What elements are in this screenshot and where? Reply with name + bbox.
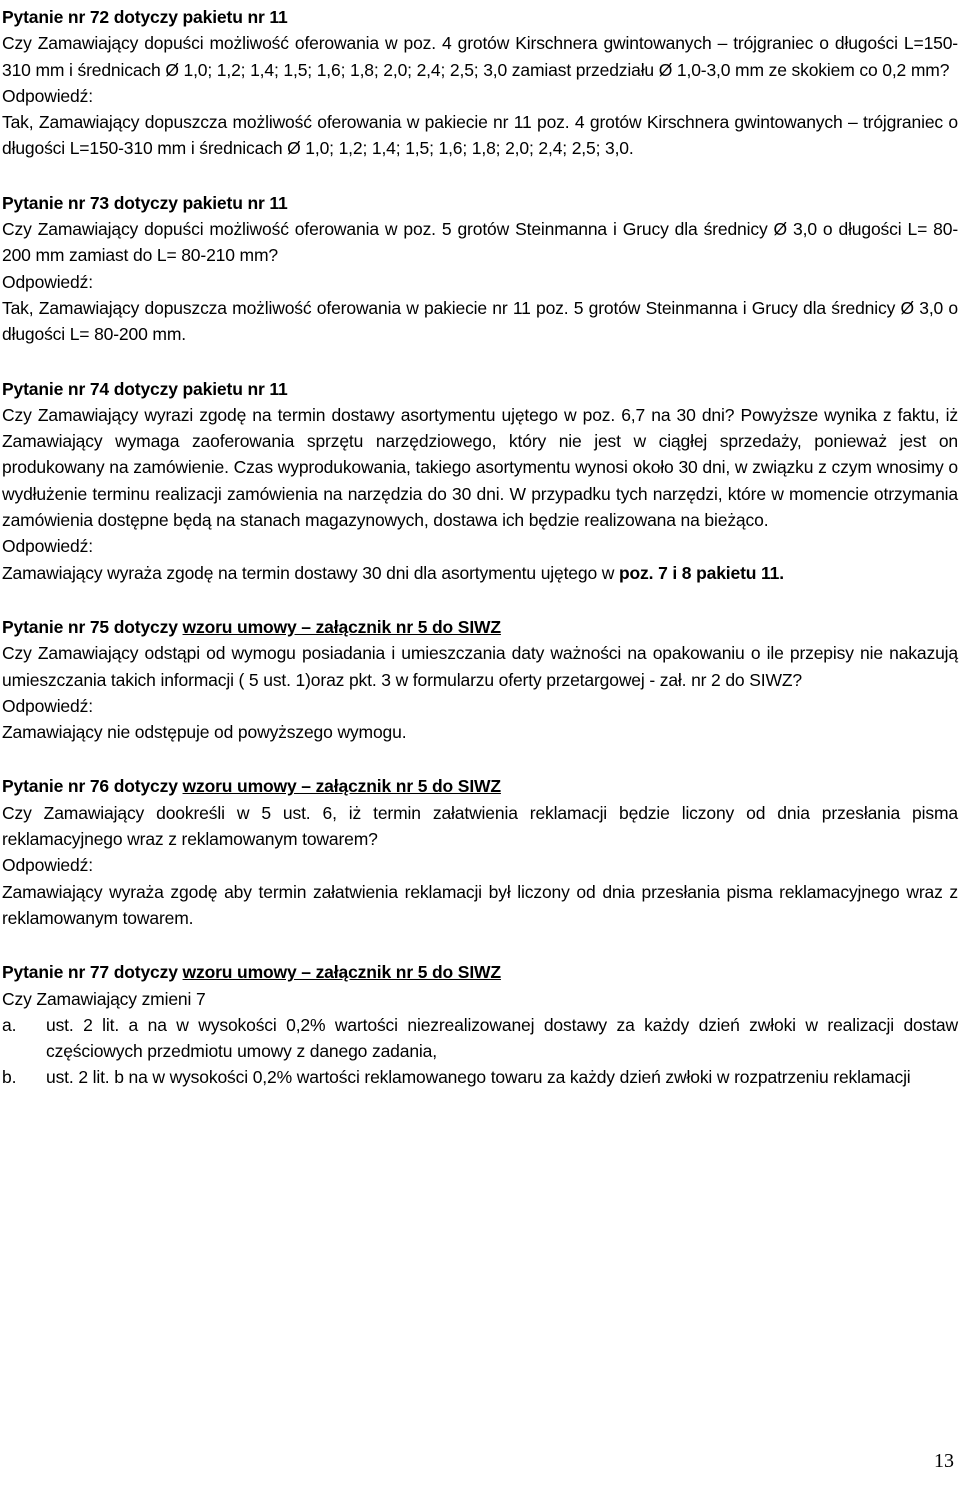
question-74-answer	[2, 560, 958, 586]
question-76-answer-label: Odpowiedź:	[2, 855, 93, 876]
question-73-answer-label: Odpowiedź:	[2, 271, 93, 292]
question-75-text: Czy Zamawiający odstąpi od wymogu posiadania i umieszczania daty ważności na opakowaniu o ile przepisy nie nakazują umieszczania takich informacji ( 5 ust. 1)oraz pkt. 3 w formularzu oferty przetargowej - zał. nr 2 do SIWZ?	[2, 643, 958, 690]
question-74-title: Pytanie nr 74 dotyczy pakietu nr 11	[2, 378, 288, 399]
list-item	[2, 1012, 958, 1065]
question-73-answer: Tak, Zamawiający dopuszcza możliwość oferowania w pakiecie nr 11 poz. 5 grotów Steinmanna i Grucy dla średnicy Ø 3,0 o długości L= 80-200 mm.	[2, 297, 958, 345]
question-74-answer-bold: poz. 7 i 8 pakietu 11.	[618, 562, 784, 583]
question-77	[2, 959, 958, 1090]
question-73-title: Pytanie nr 73 dotyczy pakietu nr 11	[2, 192, 288, 213]
list-item-text: ust. 2 lit. a na w wysokości 0,2% wartości niezrealizowanej dostawy za każdy dzień zwłoki w realizacji dostaw częściowych przedmiotu umowy z danego zadania,	[46, 1014, 958, 1062]
question-74-answer-label: Odpowiedź:	[2, 536, 93, 557]
question-75-title-text: Pytanie nr 75 dotyczy	[2, 616, 183, 637]
list-marker: a.	[2, 1014, 17, 1035]
question-75-answer: Zamawiający nie odstępuje od powyższego wymogu.	[2, 722, 407, 743]
question-77-title-text: Pytanie nr 77 dotyczy	[2, 962, 183, 983]
question-76-title-text: Pytanie nr 76 dotyczy	[2, 776, 183, 797]
question-76-text: Czy Zamawiający dookreśli w 5 ust. 6, iż termin załatwienia reklamacji będzie liczony od dnia przesłania pisma reklamacyjnego wraz z reklamowanym towarem?	[2, 802, 958, 850]
question-75-title-reference: wzoru umowy – załącznik nr 5 do SIWZ	[182, 616, 501, 637]
question-74-text: Czy Zamawiający wyrazi zgodę na termin dostawy asortymentu ujętego w poz. 6,7 na 30 dni? Powyższe wynika z faktu, iż Zamawiający wymaga zaoferowania sprzętu narzędziowego, który nie jest w ciągłej sprzedaży, ponieważ jest on produkowany na zamówienie. Czas wyprodukowania, takiego asortymentu wynosi około 30 dni, w związku z czym wnosimy o wydłużenie terminu realizacji zamówienia na narzędzia do 30 dni. W przypadku tych narzędzi, które w momencie otrzymania zamówienia dostępne będą na stanach magazynowych, dostawa ich będzie realizowana na bieżąco.	[2, 404, 958, 531]
question-77-title-reference: wzoru umowy – załącznik nr 5 do SIWZ	[182, 962, 501, 983]
question-72-answer: Tak, Zamawiający dopuszcza możliwość oferowania w pakiecie nr 11 poz. 4 grotów Kirschnera gwintowanych – trójgraniec o długości L=150-310 mm i średnicach Ø 1,0; 1,2; 1,4; 1,5; 1,6; 1,8; 2,0; 2,4; 2,5; 3,0.	[2, 112, 958, 159]
section-gap	[2, 745, 958, 773]
list-marker: b.	[2, 1067, 17, 1088]
question-75-title	[2, 614, 958, 640]
section-gap	[2, 586, 958, 614]
list-item-text: ust. 2 lit. b na w wysokości 0,2% wartości reklamowanego towaru za każdy dzień zwłoki w rozpatrzeniu reklamacji	[46, 1067, 911, 1088]
question-72	[2, 4, 958, 162]
question-77-title	[2, 959, 958, 985]
question-72-text: Czy Zamawiający dopuści możliwość oferowania w poz. 4 grotów Kirschnera gwintowanych – trójgraniec o długości L=150-310 mm i średnicach Ø 1,0; 1,2; 1,4; 1,5; 1,6; 1,8; 2,0; 2,4; 2,5; 3,0 zamiast przedziału Ø 1,0-3,0 mm ze skokiem co 0,2 mm?	[2, 33, 958, 80]
question-77-text: Czy Zamawiający zmieni 7	[2, 988, 206, 1009]
question-75-answer-label: Odpowiedź:	[2, 695, 93, 716]
question-72-answer-label: Odpowiedź:	[2, 85, 93, 106]
question-75	[2, 614, 958, 745]
question-76-title	[2, 773, 958, 799]
question-74	[2, 376, 958, 586]
question-74-answer-text: Zamawiający wyraża zgodę na termin dostawy 30 dni dla asortymentu ujętego w	[2, 562, 619, 583]
section-gap	[2, 162, 958, 190]
page-number: 13	[934, 1450, 954, 1472]
question-72-title: Pytanie nr 72 dotyczy pakietu nr 11	[2, 7, 288, 27]
question-76	[2, 773, 958, 931]
question-73-text: Czy Zamawiający dopuści możliwość oferowania w poz. 5 grotów Steinmanna i Grucy dla średnicy Ø 3,0 o długości L= 80-200 mm zamiast do L= 80-210 mm?	[2, 219, 958, 266]
question-73	[2, 190, 958, 348]
section-gap	[2, 348, 958, 376]
question-76-answer: Zamawiający wyraża zgodę aby termin załatwienia reklamacji był liczony od dnia przesłania pisma reklamacyjnego wraz z reklamowanym towarem.	[2, 881, 958, 928]
question-76-title-reference: wzoru umowy – załącznik nr 5 do SIWZ	[182, 776, 501, 797]
section-gap	[2, 931, 958, 959]
list-item	[2, 1064, 958, 1090]
